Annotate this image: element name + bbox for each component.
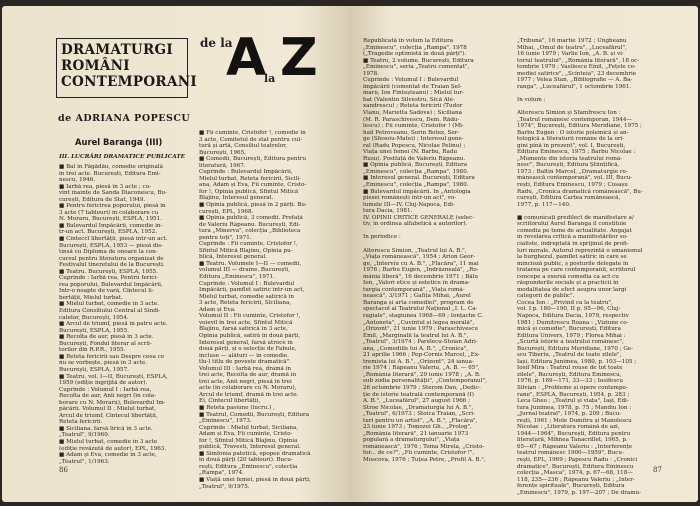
text-line: în trei acte. București, Editura Emi- xyxy=(59,170,161,177)
text-line: hail Petroveanu, Sorin Botez, Ser- xyxy=(363,129,460,136)
text-line: Cuprinde : Fii cuminte, Cristofor !, xyxy=(199,241,298,248)
text-line: ■ Pentru fericirea poporului, piesă în xyxy=(59,203,166,210)
text-line: lumele III—IV, Cluj-Napoca, Edi- xyxy=(363,201,455,208)
title-de-la: de la xyxy=(200,36,233,50)
text-line: turi pentru un artist", „A. B.", „Flacăra", xyxy=(363,417,478,424)
text-line: 23 iunie 1973 ; Tomozei Gh., „Prolog", xyxy=(363,424,472,431)
text-line: Vianu, Marietta Sadova) ; Siciliana xyxy=(363,110,462,117)
title-la: la xyxy=(264,72,276,85)
text-line: Nicolae : „Literatura română de azi, xyxy=(517,424,620,431)
text-line: București, Fondul literar al scrii- xyxy=(59,340,152,347)
text-line: Moscova, 1976 ; Tuțea Petre, „Profil A. B.", xyxy=(363,457,486,463)
section-heading: Aurel Baranga (III) xyxy=(75,137,163,147)
text-line: răspunderile sociale și a practicii în xyxy=(517,280,619,287)
text-line: populară a dramaturgului", „Viața xyxy=(363,437,460,444)
text-line: ■ Iarbă rea, piesă în 3 acte ; cu- xyxy=(59,183,152,190)
text-line: vînt înainte de Sanda Diaconescu, Bu- xyxy=(59,190,167,197)
text-line: nu se vorbește, piesă în 3 acte. xyxy=(59,360,147,367)
text-line: Editura Consiliului Central al Sindi- xyxy=(59,308,161,315)
text-line: București, ESPLA, 1955. xyxy=(59,327,129,334)
text-line: „Teatrul", 6/1973 ; Stoica Traian, „Scri- xyxy=(363,411,475,418)
text-line: Stroe Nicolae, „Dramaturgia lui A. B.", xyxy=(363,404,474,411)
text-line: ■ Bulevardul împăcării. În „Antologia xyxy=(363,188,471,195)
byline: de ADRIANA POPESCU xyxy=(58,113,191,124)
text-line: Napoca, Editura Dacia, 1979, respectiv xyxy=(517,312,629,319)
left-column-2 xyxy=(199,130,329,490)
text-line: tr-un act. București, ESPLA, 1952. xyxy=(59,229,157,236)
text-line: ■ Siciliana, farsă lirică în 3 acte. xyxy=(59,425,153,432)
text-line: „Momente din istoria teatrului româ- xyxy=(517,155,623,162)
text-line: ■ Viață unei femei, piesă în două părți, xyxy=(199,476,311,483)
text-line: turgia contemporană", „Viața româ- xyxy=(363,286,465,293)
text-line: sub zodia personalității", „Contemporanul", xyxy=(363,378,487,385)
text-line: „Teatrul românesc contemporan, 1944— xyxy=(517,116,633,123)
text-line: ragiale", stagiunea 1968—69 ; Ionțache C. xyxy=(363,312,484,319)
text-line: mânia liberă", 16 decembrie 1971 ; Bălu xyxy=(363,273,478,280)
text-line: pentru toți", 1971. xyxy=(199,234,252,241)
text-line: ■ Recolta de aur, piesă în 3 acte. xyxy=(59,334,154,341)
text-line: nescu, 1946. xyxy=(59,177,96,184)
text-line: ■ comunicați predilect de manifestare a/ xyxy=(517,214,634,221)
text-line: Republicată în volum la Editura xyxy=(363,38,454,44)
text-line: ■ Teatru. București, ESPLA, 1955. xyxy=(59,268,158,275)
text-line: cursul pentru literatura organizat de xyxy=(59,255,164,262)
text-line: 1974", București, Editura Meridiane, 1975 ; xyxy=(517,123,642,130)
text-line: Opinia publică, satiră în două părți, xyxy=(199,332,301,339)
text-line: ge, „Interviu cu A. B.", „Flacăra", 11 mai xyxy=(363,260,479,267)
text-line: ral (Radu Popescu, Nicolae Pelinu) ; xyxy=(363,142,466,149)
text-line: 21 aprilie 1966 ; Pop-Cornis Marcel, „Ex- xyxy=(363,352,480,359)
title-letter-a: A xyxy=(226,28,267,88)
text-line: ■ Comedii, București, Editura pentru xyxy=(199,156,307,163)
text-line: 1978. xyxy=(363,70,380,77)
text-line: mânească contemporană", vol. III, Bucu- xyxy=(517,175,633,182)
text-line: acte (în colaborare cu N. Moraru), xyxy=(199,385,297,392)
text-line: Mielul turbat, comedie satirică în xyxy=(199,293,294,300)
text-line: rești, 1961 ; Mole Dumitru și Manolescu xyxy=(517,417,632,424)
text-line: ■ Reteta pasiune (lucru.) , xyxy=(199,404,275,411)
text-line: Cuprinde : Bulevardul Împăcării, xyxy=(199,169,293,176)
text-line: Împăcării, pamflet satiric într-un act, xyxy=(199,287,305,294)
text-line: („Tragedie optimistă în două părți"). xyxy=(363,51,467,58)
title-box xyxy=(56,38,197,98)
book-spread xyxy=(2,6,698,502)
title-line: CONTEMPORANI xyxy=(61,74,197,90)
text-line: Arcul de triumf, dramă în trei acte. xyxy=(199,391,299,398)
text-line: 26 octombrie 1979 ; Sterom Dan, „Dedic- xyxy=(363,384,481,391)
right-column-2 xyxy=(517,38,661,496)
text-line: tologică a literaturii române de la ori- xyxy=(517,136,625,143)
text-line: ■ Simfonia patetică, epopee dramatică xyxy=(199,450,311,457)
text-line: 1959 (ediție îngrijită de autor). xyxy=(59,380,148,387)
text-line: 3 acte, Reteta fericirii, Siciliana, xyxy=(199,300,292,307)
text-line: București, ESPLA, 1957. xyxy=(59,366,129,373)
text-line: piesei românești într-un act", vo- xyxy=(363,195,457,202)
text-line: ge (Sfesoiu-Matei) ; Interesul gene- xyxy=(363,136,464,143)
text-line: Radu, „Cronica dramatică românească", Bu- xyxy=(517,188,643,195)
text-line: Interesul general, farsă atroce în xyxy=(199,339,293,346)
text-line: „Teatrul", 9/1960. xyxy=(59,432,110,439)
text-line: Cocea Ion : „Privind ca la teatru", xyxy=(517,299,613,306)
text-line: București, ESPLA, 1953 — piesă dis- xyxy=(59,242,164,249)
text-line: Emil, „Marginalii la teatrul lui A. B.", xyxy=(363,332,469,339)
text-line: Viața unei femei (N. Barbu, Radu xyxy=(363,149,458,156)
text-line: zilele", București, Editura Eminescu, xyxy=(517,371,622,378)
text-line: luri morale. Autorul reprezintă o umanismul xyxy=(517,247,643,254)
text-line: tlu-l titlu de poveste dramatică". xyxy=(199,359,291,366)
text-line: dramatice", București, Editura Eminescu xyxy=(517,463,634,470)
page-number: 87 xyxy=(653,466,662,474)
text-line: ■ Reteta fericirii sau Despre ceea ce xyxy=(59,353,165,360)
text-line: Cuprinde : Iarbă rea, Pentru ferici- xyxy=(59,275,159,282)
text-line: 3 acte, Comitetul de stat pentru cul- xyxy=(199,136,302,143)
text-line: În volum : xyxy=(517,96,546,103)
text-line: ■ Mielul turbat, comedie în 3 acte xyxy=(59,438,158,445)
text-line: curești, EPL, 1968. xyxy=(199,208,254,215)
text-line: modalitatea de efect asupra unor largi xyxy=(517,286,627,293)
text-line: nesc", București, Editura Științifică, xyxy=(517,162,620,169)
text-line: Alterescu Simion și Sfamfrescu Ion : xyxy=(517,110,621,117)
text-line: tură și artă, Consiliul teatrelor, xyxy=(199,143,287,150)
text-line: „Tribuna", 16 martie 1972 ; Ungheanu xyxy=(517,38,627,44)
text-line: „Viața românească", 1954 ; Arion Geor- xyxy=(363,254,476,261)
text-line: „România literară", 29 iunie 1978 ; „A. B. xyxy=(363,371,481,378)
text-line: toriul teatrului", „România literară", 18 oc- xyxy=(517,57,640,64)
text-line: Editura Eminescu, 1975 ; Barbu Nicolae : xyxy=(517,149,636,156)
text-line: ferențe spirituale", București, Editura xyxy=(517,483,625,490)
text-line: 1977, p. 117—140. xyxy=(517,201,571,208)
text-line: A. B.", „Luceafărul", 27 august 1966 ; xyxy=(363,398,471,405)
text-line: rea poporului, Bulevardul Împăcării, xyxy=(59,281,163,288)
text-line: tombrie 1979 ; Vasilescu Emil, „Fețele co- xyxy=(517,64,636,71)
text-line: (M. R. Paraschivescu, Dem. Rădu- xyxy=(363,116,460,123)
text-line: 1973 ; Baltin Marcel, „Dramaturgie ro- xyxy=(517,168,628,175)
text-line: Editura „Eminescu", 1971. xyxy=(199,274,275,281)
right-page xyxy=(349,6,698,502)
text-line: volumul III — drame. București, xyxy=(199,267,291,274)
text-line: Mielul turbat, Reteta fericirii, Sicili- xyxy=(199,175,302,182)
text-line: blică, Interesul general. xyxy=(199,254,267,261)
text-line: for... de ce?", „Fii cuminte, Cristofor !", xyxy=(363,450,475,457)
text-line: torilor din R.P.R., 1955. xyxy=(59,347,126,354)
text-line: rești, Editura Eminescu, 1979 ; Cosașu xyxy=(517,182,628,189)
text-line: literatură, Mihnea Tanacrillet, 1965, p. xyxy=(517,437,628,444)
text-line: Editura Univers, 1979 ; Florea Mihai : xyxy=(517,332,626,339)
text-line: rești, Editura „Eminescu", colecția xyxy=(199,463,298,470)
text-line: București, 1965. xyxy=(199,149,246,156)
text-line: ■ Cinteccl libertății, piesă într-un act. xyxy=(59,236,168,243)
text-line: bat (Valentin Silvestru, Sică Ale- xyxy=(363,96,455,103)
text-line: ■ Opinia publică, piesă în 2 părți. Bu- xyxy=(199,202,307,209)
text-line: ana, Adam și Eva, Fii cuminte, Cristo- xyxy=(199,182,307,189)
text-line: păcării. Volumul II : Mielul turbat, xyxy=(59,406,157,413)
text-line: Ei, Cîntecul libertății, xyxy=(199,398,261,405)
text-line: publică, Travesti, Interesul general. xyxy=(199,444,301,451)
text-line: tremista lui A. B.", „Orizont", 24 ianua- xyxy=(363,358,474,365)
text-line: gini pînă în prezent", vol. I, București, xyxy=(517,142,626,149)
text-line: mediei satirice", „Scînteia", 23 decembrie xyxy=(517,70,637,77)
text-line: for !, Opinia publică, Sfîntul Mitică xyxy=(199,188,299,195)
text-line: scu Tiberiu, „Teatrul de toate zilele", xyxy=(517,352,622,359)
text-line: literatură, 1967. xyxy=(199,162,246,169)
text-line: ■ Mielul turbat, comedie în 3 acte. xyxy=(59,301,159,308)
text-line: rie 1974 ; Râpeanu Valeriu, „A. B. — 65", xyxy=(363,365,480,372)
left-column-1 xyxy=(59,164,185,465)
text-line: colecția „Masca", 1974, p. 67—68, 118— xyxy=(517,470,633,477)
text-line: Alterescu Simion, „Teatrul lui A. B.", xyxy=(363,247,467,254)
text-line: 65—67 ; Râpeanu Valeriu : „Interferențe xyxy=(517,443,633,450)
text-line: 1944—1964", București, Editura pentru xyxy=(517,430,631,437)
text-line: Cuprinde : Volumul I : Bulevardul xyxy=(363,77,459,84)
text-line: tura Dacia, 1981. xyxy=(363,208,413,215)
text-line: ■ Interesul general. București, Editura xyxy=(363,175,475,182)
text-line: Cuprinde : Volumul I : Bulevardul xyxy=(199,280,295,287)
text-line: ■ Teatru, 2 volume. București, Editura xyxy=(363,57,474,64)
text-line: curești, Editura de Stat, 1949. xyxy=(59,196,146,203)
text-line: rești, EPL, 1969 ; Papescu Radu : „Cronici xyxy=(517,457,638,463)
text-line: în revelarea critică a manifestărilor so- xyxy=(517,234,628,241)
text-line: cialiste, îndreptată în sprijinul de profi- xyxy=(517,240,629,247)
text-line: 3 acte (7 tablouri) în colaborare cu xyxy=(59,209,159,216)
text-line: Arcul de triumf, Cîntecul libertății, xyxy=(59,412,158,419)
text-line: Barbu Eugen : O istorie polemică și an- xyxy=(517,129,629,136)
text-line: „Rampa", 1974. xyxy=(199,470,244,477)
text-line: „Eminescu", 1973. xyxy=(199,418,252,425)
text-line: la burghezul, pamflet satiric în care se xyxy=(517,254,627,261)
text-line: „Antoneta", „Cuvîntul și legea morală", xyxy=(363,319,475,326)
page-number: 86 xyxy=(59,466,68,474)
text-line: tinsă cu Diploma de onoare la con- xyxy=(59,249,158,256)
text-line: „Scurtă istorie a teatrului românesc", xyxy=(517,339,624,346)
text-line: (ediție revăzută de autor), EPL, 1963. xyxy=(59,445,167,452)
text-line: „Teatrul", 9/1975. xyxy=(199,483,250,490)
text-line: În periodice : xyxy=(363,234,401,241)
text-line: 1977 ; Velea Stan, „Bibliografie — A. Ba- xyxy=(517,77,633,84)
text-line: spectacol al Teatrului Național „I. L. Ca- xyxy=(363,306,478,313)
text-line: tura „Minerva", colecția „Biblioteca xyxy=(199,228,301,235)
text-line: „România literară", 21 ianuarie 1973 xyxy=(363,430,469,437)
text-line: ■ Teatru, vol. I—II, București, ESPLA, xyxy=(59,373,168,380)
text-line: concepe a exersă comedia ca act cu xyxy=(517,273,619,280)
title-letter-z: Z xyxy=(280,28,318,88)
text-line: trei acte, Anii negri, piesă în trei xyxy=(199,378,292,385)
text-line: scriitorului Aurel Baranga îl constituie xyxy=(517,221,627,228)
text-line: tura Junimea, 1978, p. 75 ; Mandiu Ion : xyxy=(517,404,632,411)
text-line: Reteta fericirii. xyxy=(59,419,103,426)
text-line: 16 iunie 1979 ; Varlie Ion, „A. B. și vi- xyxy=(517,51,624,58)
left-page xyxy=(2,6,349,502)
text-line: Iași, Editura Junimea, 1980, p. 103—105 ; xyxy=(517,358,637,365)
text-line: ■ Teatrul, Comedii, București, Editura xyxy=(199,411,310,418)
text-line: ■ Teatru. Volumele I—II — comedii, xyxy=(199,260,302,267)
text-line: Mihai, „Omul de teatru", „Luceafărul", xyxy=(517,44,627,51)
text-line: Cuprinde : Volumul I : Iarbă rea, xyxy=(59,386,152,393)
text-line: Recolta de aur, Anii negri (în cola- xyxy=(59,393,156,400)
text-line: N. Moraru, București, ESPLA, 1951. xyxy=(59,216,162,223)
text-line: borare cu N. Moraru), Bulevardul Îm- xyxy=(59,399,166,406)
text-line: Blajinu, farsă satirică în 3 acte, xyxy=(199,326,288,333)
text-line: „Teatrul", 1/1963. xyxy=(59,458,110,465)
text-line: IV. OPINII CRITICE GENERALE (selec- xyxy=(363,214,475,221)
text-line: Silvian : „Probleme și opere contempo- xyxy=(517,384,628,391)
text-line: „Eminescu", 1979, p. 197—207 ; De dramu- xyxy=(517,489,641,496)
text-line: „Teatrul", 3/1974 ; Parelecu-Stoian Adri- xyxy=(363,339,478,346)
text-line: vol. I p. 180—190, II p. 95—96, Cluj- xyxy=(517,306,621,313)
text-line: trei acte, Recolta de aur, dramă în xyxy=(199,372,297,379)
text-line: Rusu). Postfață de Valeriu Râpeanu. xyxy=(363,155,466,162)
title-line: DRAMATURGI xyxy=(61,42,173,58)
text-line: „Jurnal teatral", 1974, p. 209 ; Bucu- xyxy=(517,411,622,418)
text-line: maru, Ion Finteșteanu) ; Mielul tur- xyxy=(363,90,465,97)
text-line: nească", 3/1971 ; Gafița Mihai, „Aurel xyxy=(363,293,471,300)
text-line: rane", ESPLA, București, 1954, p. 283 ; xyxy=(517,391,630,398)
text-line: ție de istorie teatrală contemporană (I) xyxy=(363,391,474,398)
text-line: comedia pe teme de actualitate. Angajat xyxy=(517,227,632,234)
text-line: Festivalul tineretului de la București. xyxy=(59,262,165,269)
text-line: Volumul III : Iarbă rea, dramă în xyxy=(199,365,292,372)
text-line: Adam și Eva. xyxy=(199,306,236,313)
text-line: Blajinu, Interesul general. xyxy=(199,195,274,202)
text-line: împăcării (comentat de Traian Șel- xyxy=(363,83,462,90)
text-line: „Orizont", 21 iunie 1979 ; Paraschivescu xyxy=(363,326,479,333)
text-line: tratarea pe care contemporanii, scriitorul xyxy=(517,267,636,274)
text-line: Baranga și arta comediei", program de xyxy=(363,299,474,306)
text-line: incluse — alături — în comedie. xyxy=(199,352,289,359)
text-line: ranga", „Luceafărul", 1 octombrie 1961. xyxy=(517,83,632,90)
text-line: xandrescu) ; Reteta fericirii (Tudor xyxy=(363,103,463,110)
text-line: lescu) ; Fii cuminte, Cristofor ! (Mi- xyxy=(363,123,464,130)
text-line: for !, Sfîntul Mitică Blajinu, Opinia xyxy=(199,437,298,444)
text-line: tiv, în ordinea alfabetică a autorilor). xyxy=(363,221,468,228)
text-line: 118, 235—236 ; Râpeanu Valeriu : „Inter- xyxy=(517,476,635,483)
text-line: ana, „Comediile lui A. B.", „Cronica", xyxy=(363,345,469,352)
text-line: voievîl în trei acte, Sfîntul Mitică xyxy=(199,319,293,326)
text-line: „Eminescu", seria „Teatru comentat", xyxy=(363,64,470,71)
text-line: ■ Bal în Făgădău, comedie originală xyxy=(59,164,163,170)
text-line: teatrul românesc 1900—1959", Bucu- xyxy=(517,450,624,457)
right-column-1 xyxy=(363,38,505,464)
text-line: Intr-o noapte de vară, Cîntecul li- xyxy=(59,288,154,295)
text-line: catelor, București, 1954. xyxy=(59,314,129,321)
text-line: curești, Editura Cartea românească, xyxy=(517,195,621,202)
text-line: ■ Fii cuminte, Cristofor !, comedie în xyxy=(199,130,306,136)
text-line: „Eminescu", colecția „Rampa", 1978 xyxy=(363,44,467,51)
text-line: Sfîntul Mitică Blajinu, Opinia pu- xyxy=(199,247,293,254)
text-line: ■ Opinia publică, București, Editura xyxy=(363,162,468,169)
text-line: Cuprinde : Mielul turbat, Siciliana, xyxy=(199,424,299,431)
text-line: 1981 ; Dumitrescu Roana : „Viziune co- xyxy=(517,319,629,326)
text-line: bertății, Mielul turbat. xyxy=(59,294,123,301)
text-line: Ion, „Valori etice și estetice în drama- xyxy=(363,280,470,287)
text-line: ■ Arcul de triumf, piesă în patru acte. xyxy=(59,321,168,328)
text-line: „Eminescu", colecția „Rampa", 1980. xyxy=(363,182,469,189)
text-line: Volumul II : Fii cuminte, Cristofor !, xyxy=(199,313,301,320)
text-line: București, Editura Meridiane, 1970 ; Ge- xyxy=(517,345,634,352)
text-line: ■ Adam și Eva, comedie în 3 acte, xyxy=(59,452,157,459)
text-line: mincioză public, ș posturile delegate în xyxy=(517,260,629,267)
text-line: în două părți (20 tablouri). Bucu- xyxy=(199,457,293,464)
text-line: „Eminescu", colecția „Rampa", 1980. xyxy=(363,168,469,175)
title-line: ROMÂNI xyxy=(61,58,130,74)
text-line: de Valeriu Râpeanu. București, Edi- xyxy=(199,221,301,228)
text-line: 1976, p. 169—171, 33—33 ; Iosifescu xyxy=(517,378,623,385)
text-line: Iosif Mira : Teatrul rouse de tot toate xyxy=(517,365,623,372)
text-line: Adam și Eva, Fii cuminte, Cristo- xyxy=(199,431,293,438)
text-line: românească", 1976 ; Toma Mirela, „Cristo- xyxy=(363,443,485,450)
text-line: mică și comedie", București, Editura xyxy=(517,326,621,333)
subheading: III. LUCRĂRI DRAMATICE PUBLICATE xyxy=(59,154,186,160)
text-line: 1976 ; Barbu Eugen, „Indrăzneală", „Ro- xyxy=(363,267,479,274)
text-line: categorii de public". xyxy=(517,293,575,300)
text-line: două părți, și o selecție de Fabule, xyxy=(199,346,297,353)
text-line: ■ Opinia publică, 3 comedii. Prefață xyxy=(199,215,303,222)
text-line: ■ Bulevardul Împăcării, comedie în- xyxy=(59,222,163,229)
text-line: Leca Gheo : „Teatrul și viața", Iași, Edi- xyxy=(517,398,629,405)
